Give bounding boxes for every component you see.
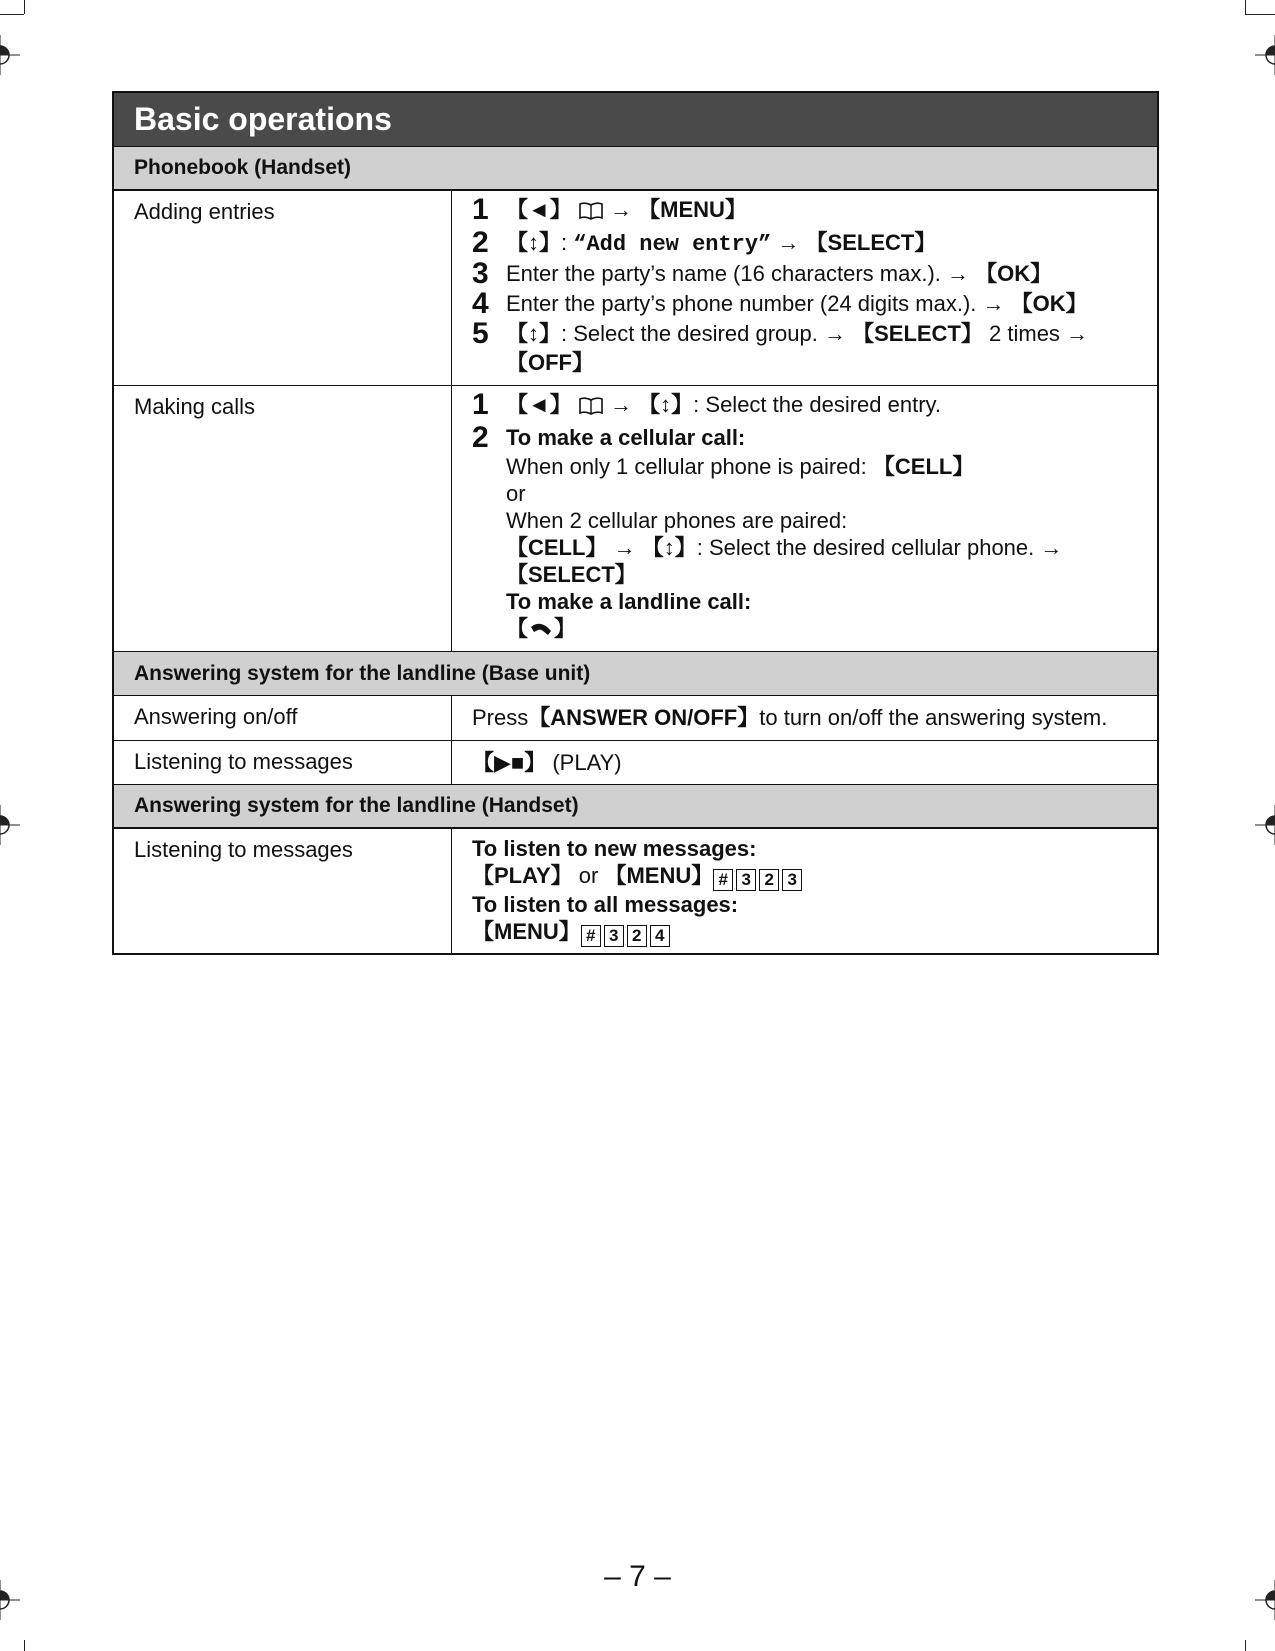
display-text: “Add new entry” (573, 232, 772, 257)
scroll-key-icon: 【↕】 (641, 535, 697, 560)
row-content (452, 696, 1157, 740)
arrow-icon: → (1040, 535, 1063, 560)
step (472, 319, 1137, 377)
digit-key: 4 (650, 925, 670, 947)
step-text: : Select the desired entry. (693, 392, 942, 417)
select-key: 【SELECT】 (852, 321, 983, 346)
talk-key-icon: 【 】 (506, 616, 577, 641)
table-row-answering-onoff (114, 696, 1157, 741)
off-key: 【OFF】 (506, 350, 594, 375)
step-number: 1 (472, 388, 489, 421)
all-messages-heading: To listen to all messages: (472, 892, 739, 917)
press-text: Press (472, 705, 529, 730)
section-answering-handset: Answering system for the landline (Handset) (114, 785, 1157, 829)
step-number: 2 (472, 421, 489, 454)
arrow-icon: → (947, 261, 970, 286)
answer-rest-text: to turn on/off the answering system. (759, 705, 1108, 730)
section-phonebook-handset: Phonebook (Handset) (114, 147, 1157, 191)
arrow-icon: → (982, 291, 1005, 316)
basic-operations-table (112, 91, 1159, 955)
phonebook-book-icon (578, 199, 604, 228)
crop-mark-top-left (24, 0, 25, 14)
row-content (452, 386, 1157, 651)
two-paired-text: When 2 cellular phones are paired: (506, 508, 848, 533)
registration-mark-icon (0, 805, 20, 845)
step (472, 390, 1137, 423)
arrow-icon: → (613, 535, 636, 560)
or-text: or (506, 481, 526, 506)
table-row-listening-base (114, 741, 1157, 785)
crop-mark-top-right-h (1245, 14, 1275, 15)
step (472, 289, 1137, 319)
page-number: – 7 – (604, 1560, 671, 1593)
arrow-icon: → (610, 392, 633, 417)
left-key-icon: 【◄】 (506, 197, 572, 222)
registration-mark-icon (1255, 805, 1275, 845)
arrow-icon: → (610, 197, 633, 222)
scroll-key-icon: 【↕】 (638, 392, 694, 417)
digit-key: 3 (736, 869, 756, 891)
row-label: Making calls (114, 386, 452, 651)
arrow-icon: → (1066, 321, 1089, 346)
step-number: 3 (472, 257, 489, 290)
digit-key: 2 (627, 925, 647, 947)
left-key-icon: 【◄】 (506, 392, 572, 417)
one-paired-text: When only 1 cellular phone is paired: (506, 454, 867, 479)
crop-mark-top-right (1245, 0, 1246, 14)
phonebook-book-icon (578, 394, 604, 423)
arrow-icon: → (777, 230, 800, 255)
row-label: Listening to messages (114, 741, 452, 784)
play-text: (PLAY) (552, 750, 622, 775)
crop-mark-bottom-left (24, 1640, 25, 1651)
table-title: Basic operations (114, 93, 1157, 147)
step-number: 4 (472, 287, 489, 320)
menu-key: 【MENU】 (604, 863, 714, 888)
step-text: Enter the party’s phone number (24 digits max.). (506, 291, 977, 316)
step-number: 1 (472, 193, 489, 226)
step (472, 423, 1137, 453)
cell-key: 【CELL】 (506, 535, 608, 560)
hash-key: # (581, 925, 601, 947)
row-content (452, 191, 1157, 385)
step (472, 259, 1137, 289)
cellular-call-heading: To make a cellular call: (506, 425, 746, 450)
step-number: 2 (472, 226, 489, 259)
menu-key: 【MENU】 (638, 197, 747, 222)
arrow-icon: → (823, 321, 846, 346)
crop-mark-bottom-right (1245, 1640, 1246, 1651)
or-text: or (578, 863, 599, 888)
ok-key: 【OK】 (975, 261, 1053, 286)
new-messages-heading: To listen to new messages: (472, 836, 757, 861)
cell-key: 【CELL】 (872, 454, 975, 479)
step: 2 【↕】: “Add new entry” → 【SELECT】 (472, 226, 937, 259)
select-key: 【SELECT】 (805, 230, 937, 255)
registration-mark-icon (1255, 35, 1275, 75)
select-cell-text: : Select the desired cellular phone. (696, 535, 1035, 560)
answer-onoff-key: 【ANSWER ON/OFF】 (528, 705, 760, 730)
play-key: 【PLAY】 (472, 863, 573, 888)
step-text: : Select the desired group. (561, 321, 818, 346)
crop-mark-top-left-h (0, 14, 24, 15)
table-row-adding-entries (114, 191, 1157, 386)
table-row-making-calls (114, 386, 1157, 652)
step-text: Enter the party’s name (16 characters max.). (506, 261, 941, 286)
step-number: 5 (472, 317, 489, 350)
row-content (452, 741, 1157, 784)
table-row-listening-handset (114, 829, 1157, 953)
row-label: Adding entries (114, 191, 452, 385)
scroll-key-icon: 【↕】 (506, 321, 562, 346)
digit-key: 3 (604, 925, 624, 947)
times-text: 2 times (989, 321, 1060, 346)
row-label: Answering on/off (114, 696, 452, 740)
digit-key: 2 (759, 869, 779, 891)
registration-mark-icon (0, 35, 20, 75)
digit-key: 3 (782, 869, 802, 891)
step (472, 195, 1137, 228)
ok-key: 【OK】 (1010, 291, 1088, 316)
hash-key: # (713, 869, 733, 891)
row-content (452, 829, 1157, 953)
select-key: 【SELECT】 (506, 562, 637, 587)
row-label: Listening to messages (114, 829, 452, 953)
section-answering-base-unit: Answering system for the landline (Base unit) (114, 652, 1157, 696)
play-stop-key-icon: 【▶■】 (472, 750, 547, 775)
landline-call-heading: To make a landline call: (506, 589, 752, 614)
menu-key: 【MENU】 (472, 919, 581, 944)
scroll-key-icon: 【↕】 (506, 230, 562, 255)
